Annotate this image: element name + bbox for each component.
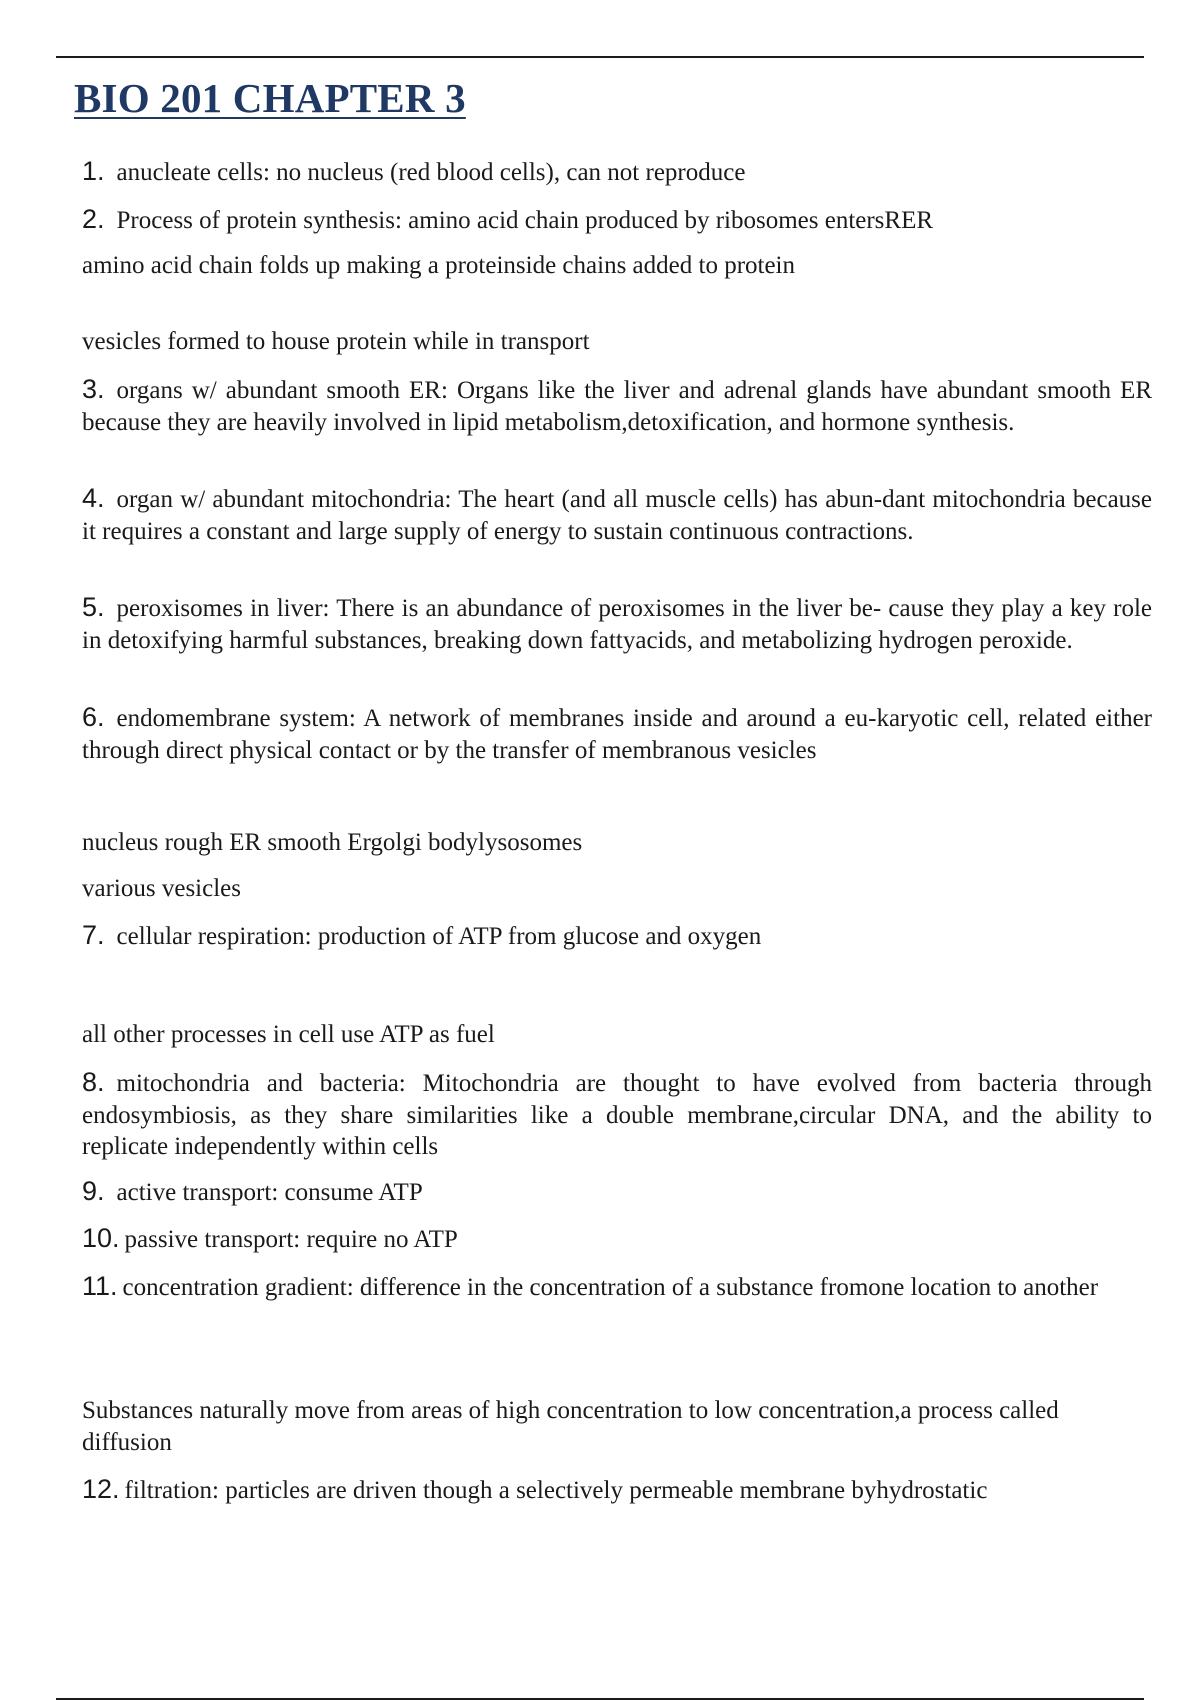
item-number: 9.: [82, 1176, 105, 1206]
item-text: organ w/ abundant mitochondria: The heart (and all muscle cells) has abun-dant mitochondria because it requires a constant and large supply of energy to sustain continuous contractions.: [82, 486, 1152, 545]
item-text: active transport: consume ATP: [116, 1179, 423, 1206]
item-number: 6.: [82, 702, 105, 732]
note-text: various vesicles: [82, 875, 241, 902]
item-text: cellular respiration: production of ATP from glucose and oxygen: [116, 923, 762, 950]
item-text: endomembrane system: A network of membranes inside and around a eu-karyotic cell, related either through direct physical contact or by the transfer of membranous vesicles: [82, 705, 1152, 764]
page-title: BIO 201 CHAPTER 3: [74, 75, 466, 121]
list-item-6: [82, 702, 1152, 766]
list-item-7: [82, 920, 1152, 953]
list-item-1: [82, 156, 1152, 189]
item-text: anucleate cells: no nucleus (red blood cells), can not reproduce: [116, 159, 746, 186]
note-text: amino acid chain folds up making a proteinside chains added to protein: [82, 252, 796, 279]
list-item-8: [82, 1067, 1152, 1163]
list-item-9: [82, 1176, 1152, 1209]
list-item-3: [82, 374, 1152, 438]
list-item-12: [82, 1474, 1152, 1507]
note-text: all other processes in cell use ATP as fuel: [82, 1021, 495, 1048]
item-number: 10.: [82, 1223, 120, 1253]
item-text: organs w/ abundant smooth ER: Organs like the liver and adrenal glands have abundant smooth ER because they are heavily involved in lipid metabolism,detoxification, and hormone synthesis.: [82, 377, 1152, 436]
list-item-5: [82, 592, 1152, 656]
item-text: Process of protein synthesis: amino acid chain produced by ribosomes entersRER: [116, 207, 934, 234]
item-number: 4.: [82, 483, 105, 513]
item-text: concentration gradient: difference in the concentration of a substance fromone location to another: [122, 1274, 1099, 1301]
note-text: nucleus rough ER smooth Ergolgi bodylysosomes: [82, 829, 583, 856]
item-text: filtration: particles are driven though a selectively permeable membrane byhydrostatic: [124, 1477, 988, 1504]
item-number: 2.: [82, 204, 105, 234]
item-number: 12.: [82, 1474, 120, 1504]
item-number: 5.: [82, 592, 105, 622]
item-number: 8.: [82, 1067, 105, 1097]
item-text: peroxisomes in liver: There is an abundance of peroxisomes in the liver be- cause they play a key role in detoxifying harmful substances, breaking down fattyacids, and metabolizing hydrogen peroxide.: [82, 595, 1152, 654]
top-rule: [56, 56, 1144, 58]
note-text: vesicles formed to house protein while in transport: [82, 328, 590, 355]
item-text: mitochondria and bacteria: Mitochondria are thought to have evolved from bacteria through endosymbiosis, as they share similarities like a double membrane,circular DNA, and the ability to replicate independently within cells: [82, 1070, 1152, 1160]
list-item-2: [82, 204, 1152, 237]
list-item-11: [82, 1271, 1152, 1304]
item-number: 3.: [82, 374, 105, 404]
item-text: passive transport: require no ATP: [124, 1226, 458, 1253]
item-number: 1.: [82, 156, 105, 186]
list-item-4: [82, 483, 1152, 547]
item-number: 7.: [82, 920, 105, 950]
item-number: 11.: [82, 1271, 118, 1301]
note-text: Substances naturally move from areas of high concentration to low concentration,a process called diffusion: [82, 1397, 1059, 1456]
list-item-10: [82, 1223, 1152, 1256]
